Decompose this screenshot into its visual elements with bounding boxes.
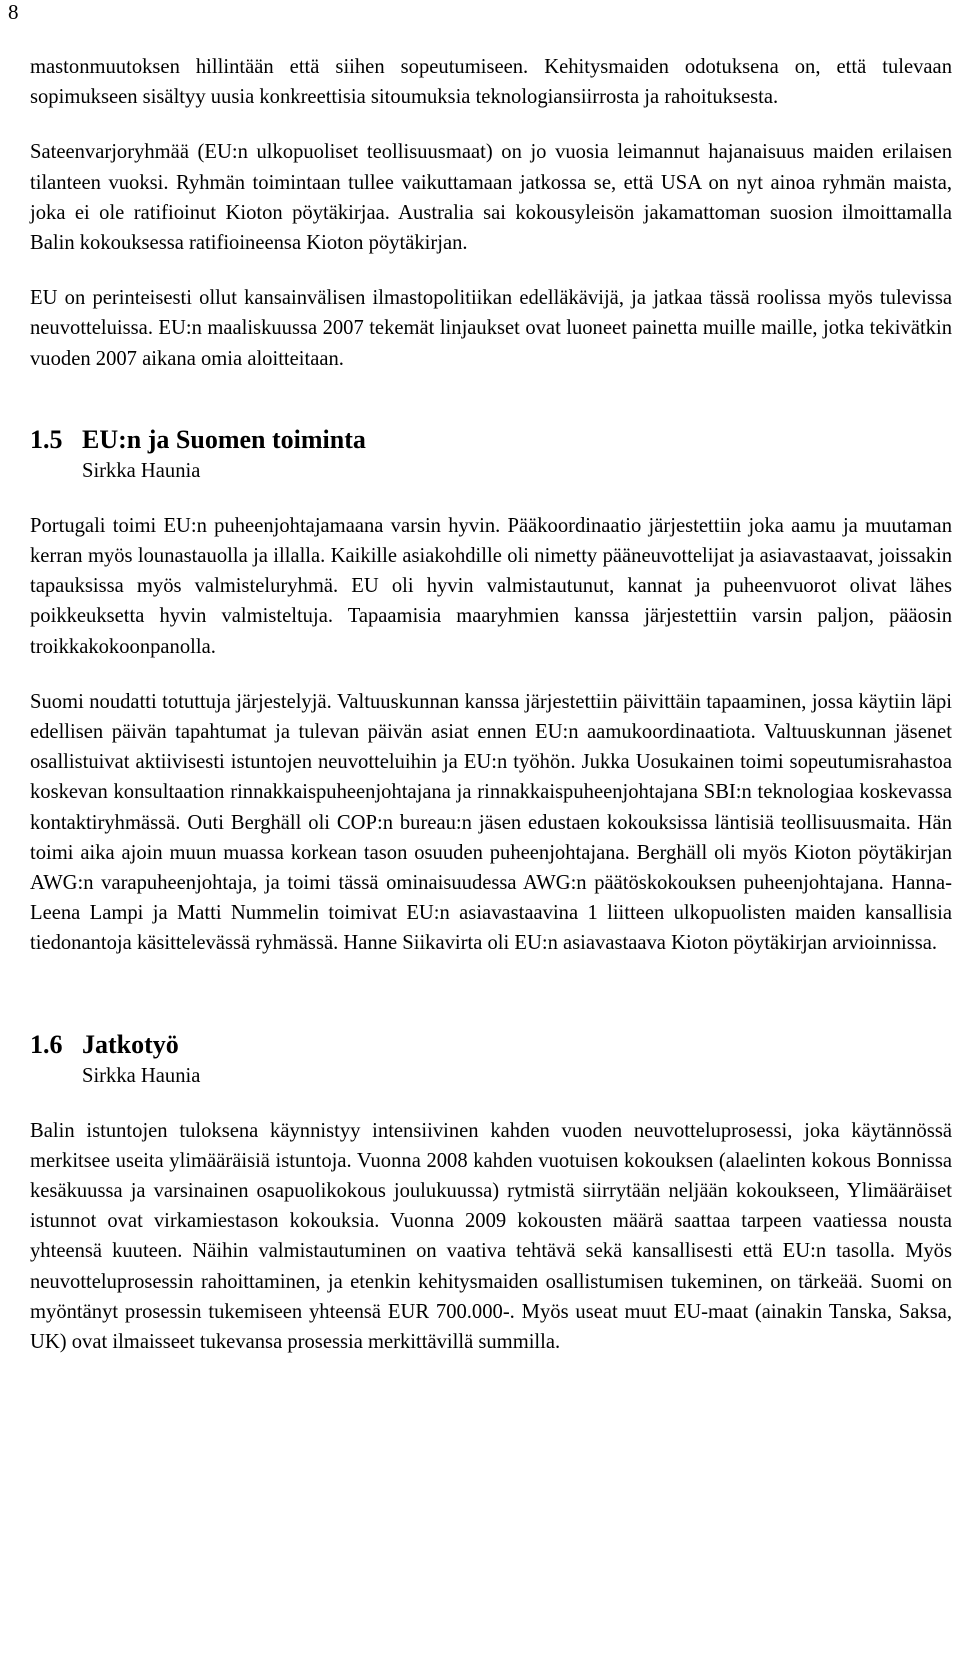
paragraph: Suomi noudatti totuttuja järjestelyjä. Valtuuskunnan kanssa järjestettiin päivittäin tapaaminen, jossa käytiin läpi edellisen päivän tapahtumat ja tulevan päivän asiat ennen EU:n aamukoordinaatiota. Valtuuskunnan jäsenet osallistuivat aktiivisesti istuntojen neuvotteluihin ja EU:n työhön. Jukka Uosukainen toimi sopeutumisrahastoa koskevan konsultaation rinnakkaispuheenjohtajana ja rinnakkaispuheenjohtajana SBI:n teknologiaa koskevassa kontaktiryhmässä. Outi Berghäll oli COP:n bureau:n jäsen edustaen kokouksissa läntisiä teollisuusmaita. Hän toimi aika ajoin muun muassa korkean tason osuuden puheenjohtajana. Berghäll oli myös Kioton pöytäkirjan AWG:n varapuheenjohtaja, ja toimi tässä ominaisuudessa AWG:n päätöskokouksen puheenjohtajana. Hanna-Leena Lampi ja Matti Nummelin toimivat EU:n asiavastaavina 1 liitteen ulkopuolisten maiden kansallisia tiedonantoja käsittelevässä ryhmässä. Hanne Siikavirta oli EU:n asiavastaava Kioton pöytäkirjan arvioinnissa. — [30, 690, 952, 955]
section-number: 1.6 — [30, 1029, 63, 1059]
section-author: Sirkka Haunia — [82, 1064, 201, 1087]
section-title: EU:n ja Suomen toiminta — [82, 424, 366, 454]
paragraph: Sateenvarjoryhmää (EU:n ulkopuoliset teollisuusmaat) on jo vuosia leimannut hajanaisuus maiden erilaisen tilanteen vuoksi. Ryhmän toimintaan tullee vaikuttamaan jatkossa se, että USA on nyt ainoa ryhmän maista, joka ei ole ratifioinut Kioton pöytäkirjaa. Australia sai kokousyleisön jakamattoman suosion ilmoittamalla Balin kokouksessa ratifioineensa Kioton pöytäkirjan. — [30, 141, 952, 255]
paragraph: mastonmuutoksen hillintään että siihen sopeutumiseen. Kehitysmaiden odotuksena on, että tulevaan sopimukseen sisältyy uusia konkreettisia sitoumuksia teknologiansiirrosta ja rahoituksesta. — [30, 56, 952, 109]
document-body — [30, 52, 952, 1357]
paragraph: Balin istuntojen tuloksena käynnistyy intensiivinen kahden vuoden neuvotteluprosessi, joka käytännössä merkitsee useita ylimääräisiä istuntoja. Vuonna 2008 kahden vuotuisen kokouksen (alaelinten kokous Bonnissa kesäkuussa ja varsinainen osapuolikokous joulukuussa) rytmistä siirrytään neljään kokoukseen, Ylimääräiset istunnot ovat virkamiestason kokouksia. Vuonna 2009 kokousten määrä saattaa tarpeen vaatiessa nousta yhteensä kuuteen. Näihin valmistautuminen on vaativa tehtävä sekä kansallisesti että EU:n tasolla. Myös neuvotteluprosessin rahoittaminen, ja etenkin kehitysmaiden osallistumisen tukeminen, on tärkeää. Suomi on myöntänyt prosessin tukemiseen yhteensä EUR 700.000-. Myös useat muut EU-maat (ainakin Tanska, Saksa, UK) ovat ilmaisseet tukevansa prosessia merkittävillä summilla. — [30, 1119, 952, 1354]
section-author: Sirkka Haunia — [82, 459, 201, 482]
section-title: Jatkotyö — [82, 1029, 179, 1059]
section-heading — [30, 424, 952, 456]
page-number: 8 — [8, 0, 19, 24]
paragraph: Portugali toimi EU:n puheenjohtajamaana varsin hyvin. Pääkoordinaatio järjestettiin joka aamu ja muutaman kerran myös lounastauolla ja illalla. Kaikille asiakohdille oli nimetty pääneuvottelijat ja asiavastaavat, joissakin tapauksissa myös valmisteluryhmä. EU oli hyvin valmistautunut, kannat ja puheenvuorot olivat lähes poikkeuksetta hyvin valmisteltuja. Tapaamisia maaryhmien kanssa järjestettiin varsin paljon, pääosin troikkakokoonpanolla. — [30, 514, 952, 658]
section-number: 1.5 — [30, 424, 63, 454]
paragraph: EU on perinteisesti ollut kansainvälisen ilmastopolitiikan edelläkävijä, ja jatkaa tässä roolissa myös tulevissa neuvotteluissa. EU:n maaliskuussa 2007 tekemät linjaukset ovat luoneet painetta muille maille, jotka tekivätkin vuoden 2007 aikana omia aloitteitaan. — [30, 287, 952, 370]
section-heading — [30, 1029, 952, 1061]
